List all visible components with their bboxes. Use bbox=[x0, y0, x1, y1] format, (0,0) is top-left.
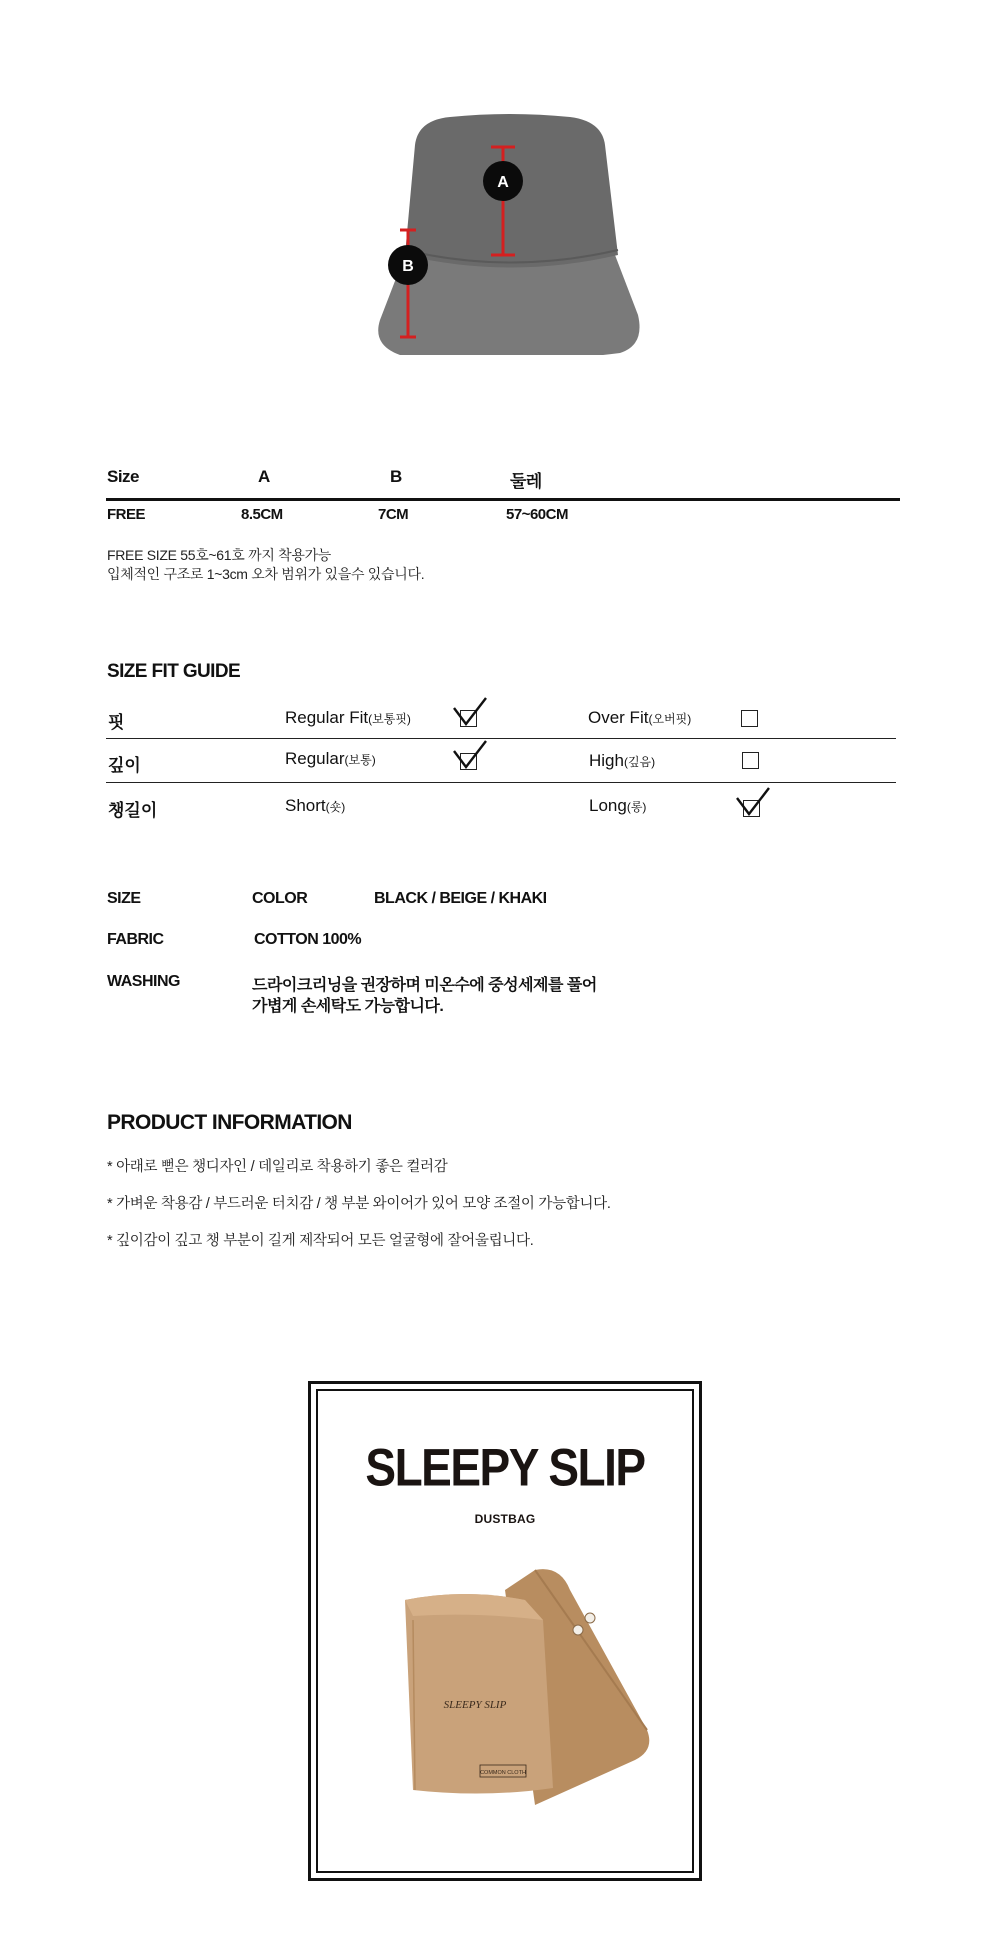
fit-row-label-depth: 깊이 bbox=[108, 756, 141, 775]
checkbox-over-fit bbox=[741, 710, 758, 727]
size-table-cell-b: 7CM bbox=[378, 506, 409, 523]
size-note-2: 입체적인 구조로 1~3cm 오차 범위가 있을수 있습니다. bbox=[107, 566, 425, 582]
size-table-header-a: A bbox=[258, 467, 270, 486]
check-mark-icon bbox=[452, 696, 492, 730]
spec-size-label: SIZE bbox=[107, 890, 141, 907]
measure-b-label: B bbox=[402, 258, 414, 275]
product-info-item: * 가벼운 착용감 / 부드러운 터치감 / 챙 부분 와이어가 있어 모양 조절이 가능합니다. bbox=[107, 1196, 611, 1212]
measure-a-label: A bbox=[497, 174, 509, 191]
dustbag-subtitle: DUSTBAG bbox=[474, 1512, 536, 1526]
check-mark-icon bbox=[452, 739, 492, 773]
fit-option-long: Long(롱) bbox=[589, 796, 647, 815]
size-table-divider bbox=[106, 498, 900, 501]
bag-tag-text: COMMON CLOTH bbox=[480, 1770, 526, 1776]
size-table-header-b: B bbox=[390, 467, 402, 486]
fit-row-label-brim-length: 챙길이 bbox=[108, 801, 158, 820]
fit-option-regular-fit: Regular Fit(보통핏) bbox=[285, 708, 411, 727]
spec-color-label: COLOR bbox=[252, 890, 308, 907]
spec-fabric-label: FABRIC bbox=[107, 931, 164, 948]
size-note-1: FREE SIZE 55호~61호 까지 착용가능 bbox=[107, 547, 332, 563]
spec-washing-line-1: 드라이크리닝을 권장하며 미온수에 중성세제를 풀어 bbox=[252, 977, 597, 994]
spec-color-value: BLACK / BEIGE / KHAKI bbox=[374, 890, 547, 907]
dustbag-image bbox=[385, 1560, 655, 1810]
size-table-cell-a: 8.5CM bbox=[241, 506, 283, 523]
hat-measurement-figure bbox=[360, 105, 660, 355]
fit-option-regular-depth: Regular(보통) bbox=[285, 749, 376, 768]
size-table-header-circumference: 둘레 bbox=[510, 472, 542, 491]
fit-option-over-fit: Over Fit(오버핏) bbox=[588, 708, 692, 727]
check-mark-icon bbox=[735, 786, 775, 820]
spec-fabric-value: COTTON 100% bbox=[254, 931, 362, 948]
spec-washing-label: WASHING bbox=[107, 973, 180, 990]
fit-option-short: Short(숏) bbox=[285, 796, 346, 815]
fit-row-divider bbox=[106, 738, 896, 739]
size-table-cell-circumference: 57~60CM bbox=[506, 506, 568, 523]
fit-guide-title: SIZE FIT GUIDE bbox=[107, 661, 241, 682]
size-table-cell-size: FREE bbox=[107, 506, 146, 523]
fit-row-label-fit: 핏 bbox=[108, 713, 125, 732]
bag-print-text: SLEEPY SLIP bbox=[443, 1699, 507, 1711]
spec-washing-line-2: 가볍게 손세탁도 가능합니다. bbox=[252, 998, 444, 1015]
product-info-title: PRODUCT INFORMATION bbox=[107, 1111, 352, 1134]
size-table-header-size: Size bbox=[107, 467, 140, 486]
checkbox-high bbox=[742, 752, 759, 769]
fit-row-divider bbox=[106, 782, 896, 783]
brand-logo-text: SLEEPY SLIP bbox=[365, 1437, 645, 1497]
kraft-bag-front bbox=[405, 1594, 553, 1794]
product-info-item: * 아래로 뻗은 챙디자인 / 데일리로 착용하기 좋은 컬러감 bbox=[107, 1159, 448, 1175]
product-info-item: * 깊이감이 깊고 챙 부분이 길게 제작되어 모든 얼굴형에 잘어울립니다. bbox=[107, 1233, 534, 1249]
fit-option-high: High(깊음) bbox=[589, 751, 656, 770]
